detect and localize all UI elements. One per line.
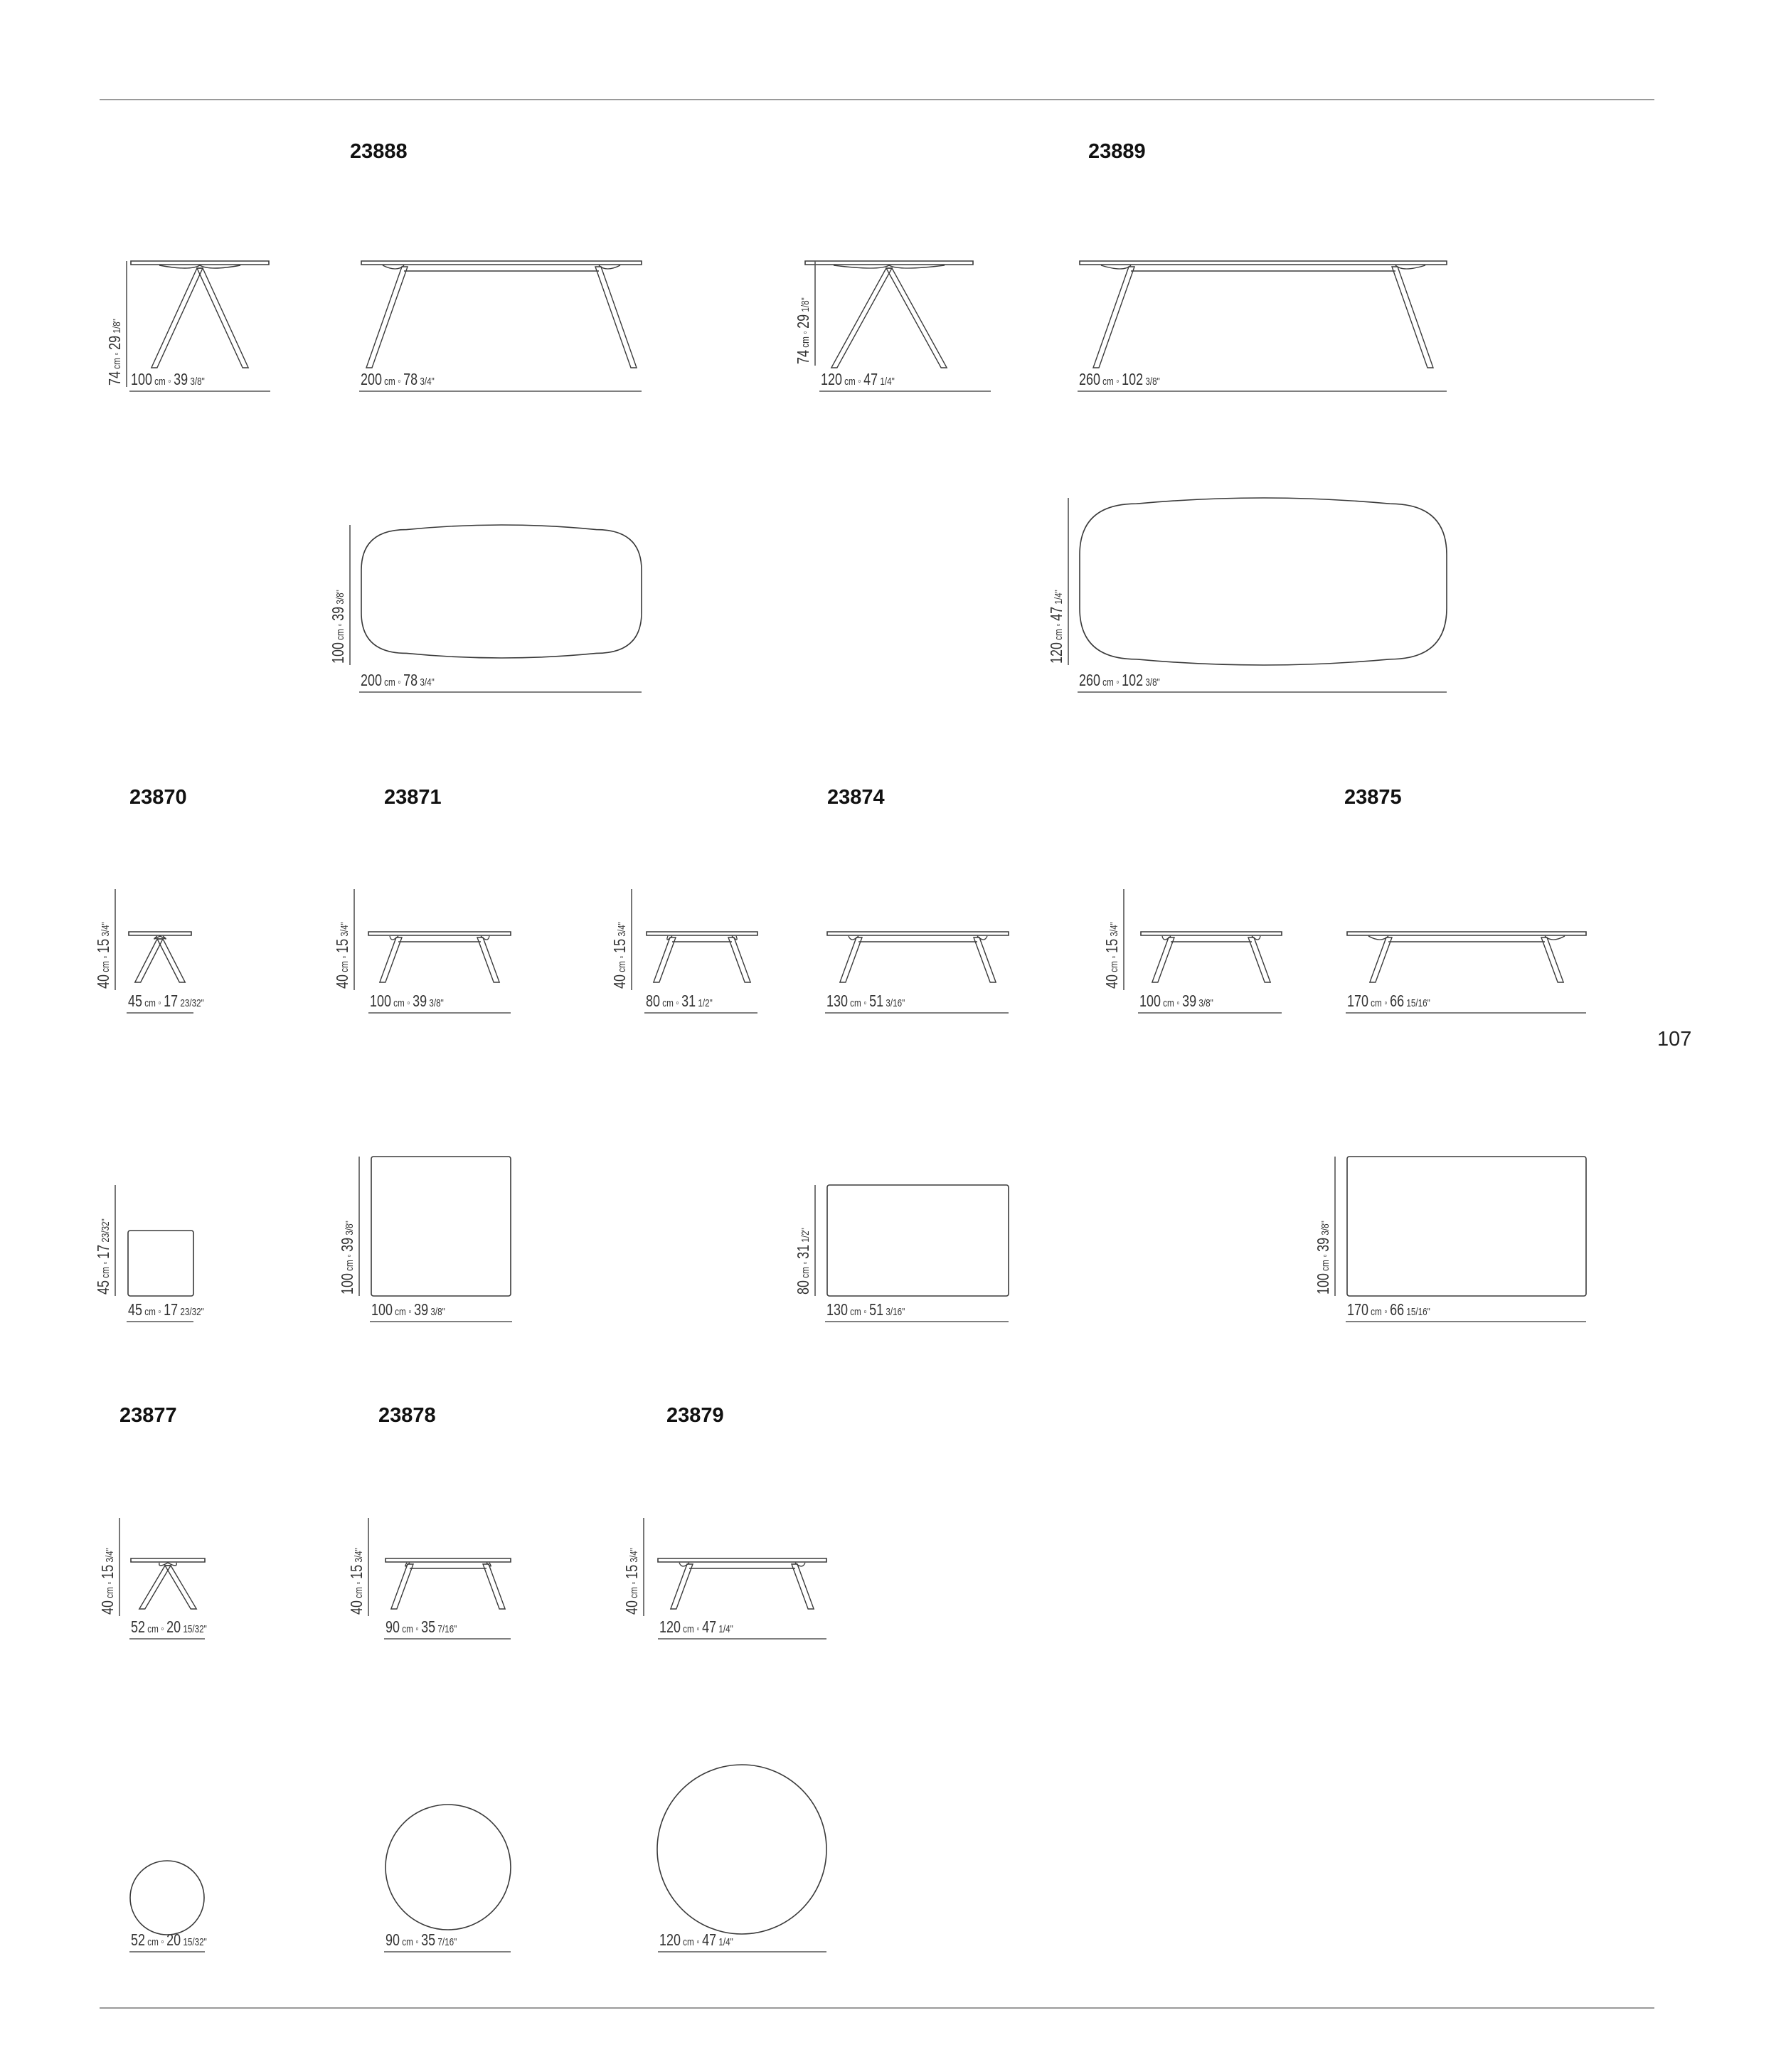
dim-23877-length: 52 cm ◦ 20 15/32" [131, 1617, 207, 1636]
dim-23877-height: 40 cm ◦ 15 3/4" [98, 1548, 117, 1615]
table-23889-end-elevation-leg-left [831, 268, 892, 368]
table-23875-end-elevation-leg-right [1248, 937, 1270, 982]
dim-23875-plan-length: 170 cm ◦ 66 15/16" [1347, 1300, 1430, 1319]
table-23888-end-elevation-leg-left [151, 268, 203, 368]
dim-23871-plan-depth: 100 cm ◦ 39 3/8" [338, 1221, 356, 1295]
model-code-23878: 23878 [378, 1404, 436, 1427]
table-23877-elevation-leg-left [139, 1566, 171, 1609]
table-23871-front-elevation-leg-right [477, 937, 499, 982]
table-23874-front-elevation-top [827, 932, 1009, 935]
dim-23870-height: 40 cm ◦ 15 3/4" [94, 922, 112, 989]
model-code-23889: 23889 [1088, 140, 1146, 163]
table-23889-front-elevation-top [1080, 261, 1447, 265]
dim-23874-height: 40 cm ◦ 15 3/4" [610, 922, 629, 989]
table-23888-plan [361, 525, 642, 658]
table-23888-end-elevation-leg-right [197, 268, 248, 368]
model-code-23870: 23870 [129, 786, 187, 809]
dim-23889-plan-depth: 120 cm ◦ 47 1/4" [1047, 590, 1065, 664]
dim-23888-width: 100 cm ◦ 39 3/8" [131, 370, 205, 388]
dim-23878-height: 40 cm ◦ 15 3/4" [347, 1548, 366, 1615]
table-23870-end-elevation-top [129, 932, 191, 935]
dim-23877-plan-diameter: 52 cm ◦ 20 15/32" [131, 1930, 207, 1949]
dim-23878-plan-diameter: 90 cm ◦ 35 7/16" [385, 1930, 457, 1949]
dim-23889-plan-length: 260 cm ◦ 102 3/8" [1079, 671, 1160, 689]
table-23889-plan [1080, 498, 1447, 665]
page-number: 107 [1657, 1028, 1692, 1051]
table-23888-end-elevation-top [131, 261, 269, 265]
dim-23889-length: 260 cm ◦ 102 3/8" [1079, 370, 1160, 388]
dim-23875-length: 170 cm ◦ 66 15/16" [1347, 992, 1430, 1010]
dim-23870-plan-depth: 45 cm ◦ 17 23/32" [94, 1218, 112, 1295]
dim-23874-width: 80 cm ◦ 31 1/2" [646, 992, 713, 1010]
dim-23874-length: 130 cm ◦ 51 3/16" [826, 992, 905, 1010]
dim-23888-plan-length: 200 cm ◦ 78 3/4" [361, 671, 435, 689]
table-23877-elevation-top [131, 1558, 205, 1562]
dim-23871-plan-length: 100 cm ◦ 39 3/8" [371, 1300, 445, 1319]
table-23878-elevation-leg-left [391, 1564, 413, 1609]
model-code-23877: 23877 [119, 1404, 177, 1427]
model-code-23879: 23879 [666, 1404, 724, 1427]
model-code-23871: 23871 [384, 786, 442, 809]
dim-23879-height: 40 cm ◦ 15 3/4" [622, 1548, 641, 1615]
table-23874-front-elevation-leg-right [974, 937, 996, 982]
dim-23888-height: 74 cm ◦ 29 1/8" [105, 319, 124, 386]
table-23889-front-elevation-leg-right [1392, 267, 1433, 368]
dim-23888-plan-depth: 100 cm ◦ 39 3/8" [329, 590, 347, 664]
table-23874-plan [827, 1185, 1009, 1296]
table-23877-plan [130, 1861, 204, 1935]
table-23874-end-elevation-leg-right [728, 937, 750, 982]
table-23875-end-elevation-top [1141, 932, 1282, 935]
table-23874-front-elevation-leg-left [840, 937, 862, 982]
table-23889-end-elevation-top [805, 261, 973, 265]
table-23875-front-elevation-top [1347, 932, 1586, 935]
dim-23888-length: 200 cm ◦ 78 3/4" [361, 370, 435, 388]
model-code-23888: 23888 [350, 140, 408, 163]
dim-23874-plan-length: 130 cm ◦ 51 3/16" [826, 1300, 905, 1319]
table-23875-end-elevation-leg-left [1152, 937, 1174, 982]
table-23878-plan [385, 1805, 511, 1930]
table-23889-front-elevation-leg-left [1093, 267, 1134, 368]
table-23870-plan [128, 1231, 193, 1296]
dim-23889-height: 74 cm ◦ 29 1/8" [794, 297, 812, 364]
dim-23870-plan-length: 45 cm ◦ 17 23/32" [128, 1300, 204, 1319]
dim-23870-length: 45 cm ◦ 17 23/32" [128, 992, 204, 1010]
dim-23879-length: 120 cm ◦ 47 1/4" [659, 1617, 733, 1636]
table-23871-front-elevation-top [368, 932, 511, 935]
dim-23878-length: 90 cm ◦ 35 7/16" [385, 1617, 457, 1636]
dim-23875-height: 40 cm ◦ 15 3/4" [1102, 922, 1121, 989]
dim-23871-length: 100 cm ◦ 39 3/8" [370, 992, 444, 1010]
dim-23889-width: 120 cm ◦ 47 1/4" [821, 370, 895, 388]
dim-23871-height: 40 cm ◦ 15 3/4" [333, 922, 351, 989]
table-23870-end-elevation-leg-left [135, 939, 163, 982]
table-23874-end-elevation-top [647, 932, 757, 935]
table-23871-plan [371, 1157, 511, 1296]
table-23889-end-elevation-leg-right [886, 268, 947, 368]
dim-23875-width: 100 cm ◦ 39 3/8" [1139, 992, 1213, 1010]
table-23875-front-elevation-leg-right [1541, 937, 1563, 982]
dim-23875-plan-depth: 100 cm ◦ 39 3/8" [1314, 1221, 1332, 1295]
table-23870-end-elevation-leg-right [157, 939, 185, 982]
table-23879-elevation-leg-right [792, 1564, 814, 1609]
table-23878-elevation-leg-right [483, 1564, 505, 1609]
table-23888-front-elevation-leg-left [366, 267, 408, 368]
table-23889-front-elevation-bracket-right [1395, 265, 1425, 269]
table-23889-front-elevation-bracket-left [1101, 265, 1131, 269]
table-23878-elevation-top [385, 1558, 511, 1562]
model-code-23874: 23874 [827, 786, 885, 809]
table-23879-elevation-top [658, 1558, 826, 1562]
table-23875-front-elevation-leg-left [1370, 937, 1392, 982]
table-23879-elevation-leg-left [671, 1564, 693, 1609]
table-23874-end-elevation-leg-left [654, 937, 676, 982]
dim-23879-plan-diameter: 120 cm ◦ 47 1/4" [659, 1930, 733, 1949]
table-23888-front-elevation-leg-right [595, 267, 637, 368]
table-23877-elevation-leg-right [165, 1566, 196, 1609]
table-23875-plan [1347, 1157, 1586, 1296]
model-code-23875: 23875 [1344, 786, 1402, 809]
table-23871-front-elevation-leg-left [380, 937, 402, 982]
table-23879-plan [657, 1765, 826, 1934]
dim-23874-plan-depth: 80 cm ◦ 31 1/2" [794, 1228, 812, 1295]
table-23888-front-elevation-top [361, 261, 642, 265]
